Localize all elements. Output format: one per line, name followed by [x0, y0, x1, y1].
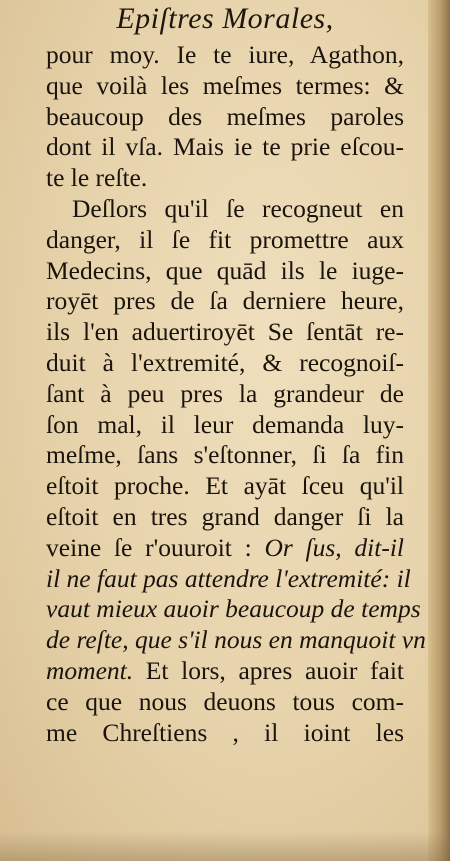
- text-line: me Chreſtiens , il ioint les: [46, 717, 404, 747]
- italic-line: vaut mieux auoir beaucoup de temps: [46, 594, 421, 624]
- italic-line: de reſte, que s'il nous en manquoit vn: [46, 625, 426, 655]
- text-line: beaucoup des meſmes paroles: [46, 101, 404, 131]
- italic-line: il ne faut pas attendre l'extremité: il: [46, 563, 411, 593]
- page-bottom-shadow: [0, 831, 450, 861]
- text-line: duit à l'extremité, & recognoiſ-: [46, 347, 404, 377]
- text-line: eſtoit en tres grand danger ſi la: [46, 501, 404, 531]
- text-line: danger, il ſe fit promettre aux: [46, 224, 404, 254]
- text-line-mixed: [46, 533, 404, 564]
- text-line: ſant à peu pres la grandeur de: [46, 378, 404, 408]
- text-line: ce que nous deuons tous com-: [46, 686, 404, 716]
- italic-segment: Or ſus, dit-il: [264, 532, 404, 562]
- roman-segment: Et lors, apres auoir fait: [145, 655, 404, 685]
- roman-segment: veine ſe r'ouuroit :: [46, 532, 252, 562]
- text-line: royēt pres de ſa derniere heure,: [46, 286, 404, 316]
- text-line: dont il vſa. Mais ie te prie eſcou-: [46, 132, 404, 162]
- italic-segment: moment.: [46, 655, 134, 685]
- text-line: pour moy. Ie te iure, Agathon,: [46, 40, 404, 69]
- text-line: eſtoit proche. Et ayāt ſceu qu'il: [46, 471, 404, 501]
- text-line: meſme, ſans s'eſtonner, ſi ſa fin: [46, 440, 404, 470]
- text-line-mixed: [46, 656, 404, 687]
- text-line: que voilà les meſmes termes: &: [46, 70, 404, 100]
- text-line: ils l'en aduertiroyēt Se ſentāt re-: [46, 317, 404, 347]
- text-line: ſon mal, il leur demanda luy-: [46, 409, 404, 439]
- text-line: te le reſte.: [46, 163, 148, 193]
- running-head: Epiſtres Morales,: [116, 2, 334, 35]
- text-line: Medecins, que quād ils le iuge-: [46, 255, 404, 285]
- paragraph-first-line: Deſlors qu'il ſe recogneut en: [72, 193, 404, 223]
- page-edge-shadow: [428, 0, 450, 861]
- page-body: [46, 40, 426, 748]
